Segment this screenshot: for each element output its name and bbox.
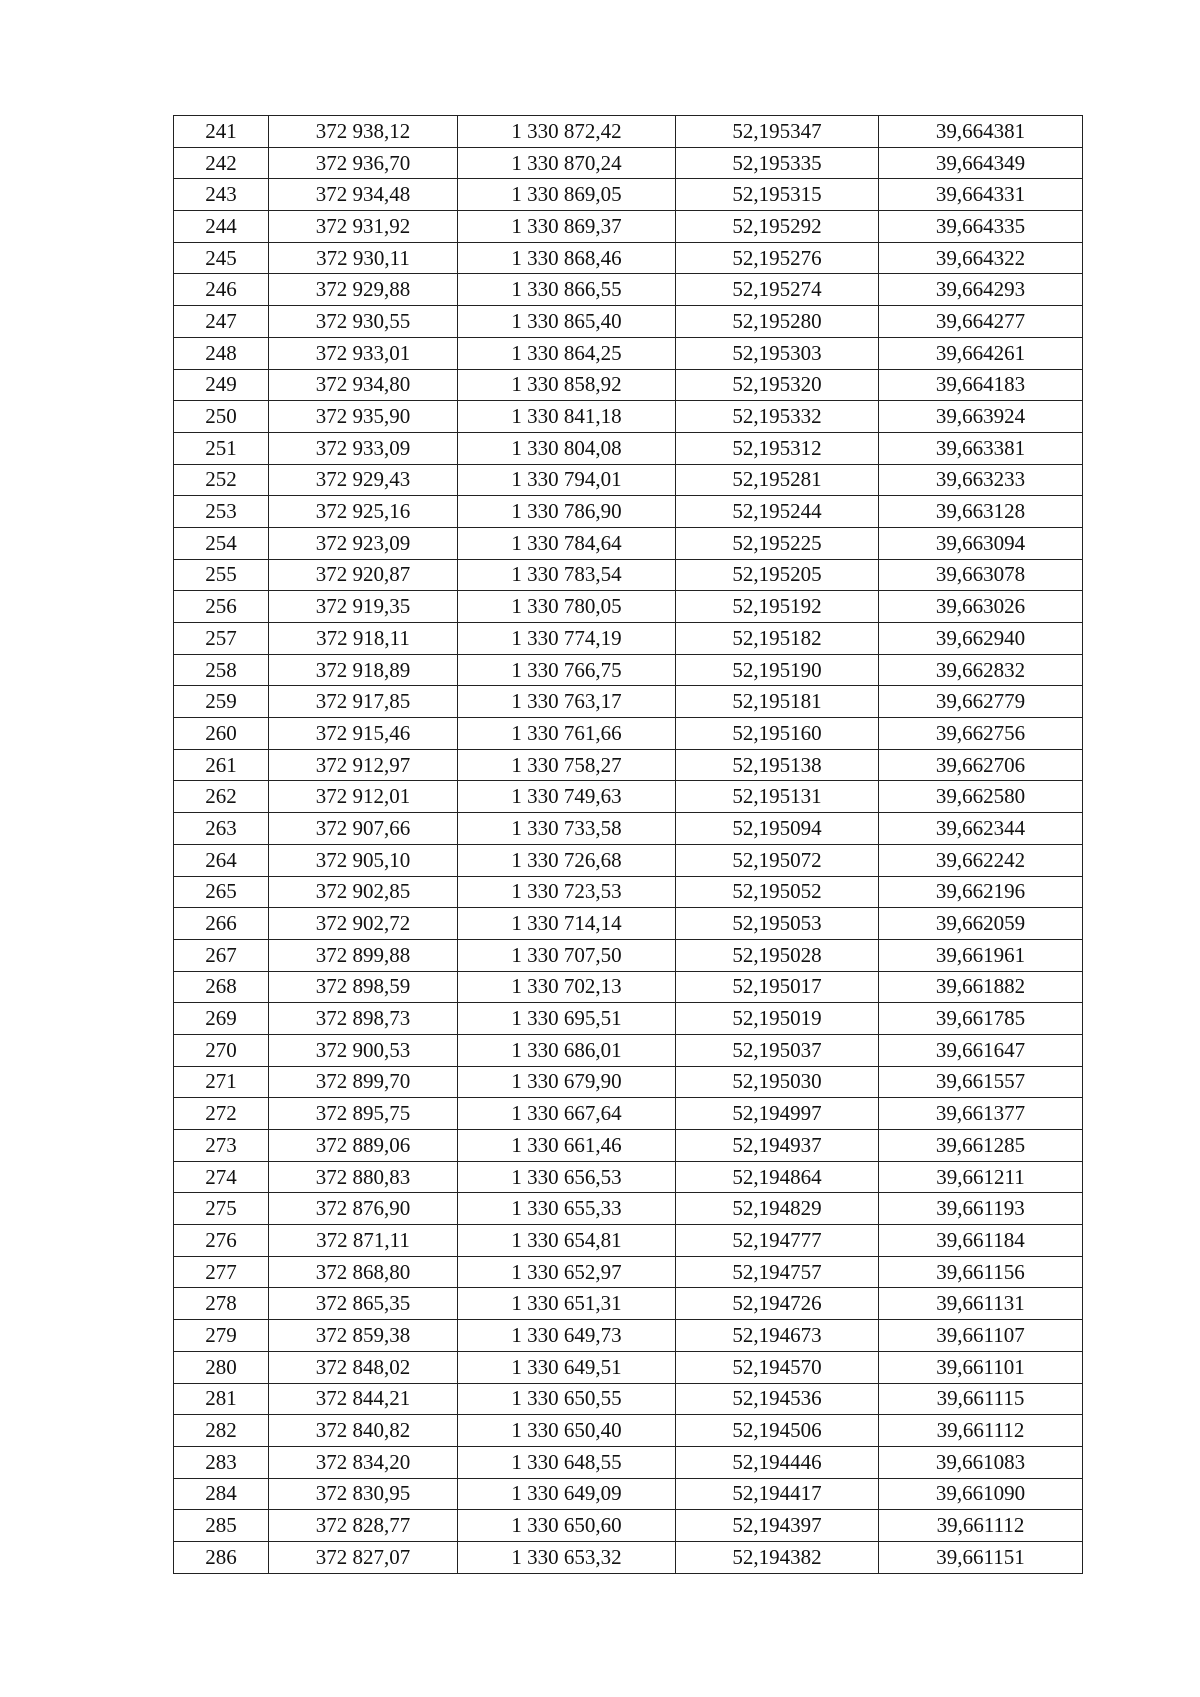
longitude-cell: 39,663078 xyxy=(879,559,1083,591)
latitude-cell: 52,195320 xyxy=(676,369,879,401)
table-row xyxy=(174,1034,1083,1066)
longitude-cell: 39,661193 xyxy=(879,1193,1083,1225)
latitude-cell: 52,195072 xyxy=(676,844,879,876)
y-coordinate-cell: 1 330 686,01 xyxy=(458,1034,676,1066)
y-coordinate-cell: 1 330 794,01 xyxy=(458,464,676,496)
latitude-cell: 52,194673 xyxy=(676,1320,879,1352)
table-row xyxy=(174,1510,1083,1542)
point-number-cell: 274 xyxy=(174,1161,269,1193)
x-coordinate-cell: 372 865,35 xyxy=(269,1288,458,1320)
table-row xyxy=(174,147,1083,179)
x-coordinate-cell: 372 936,70 xyxy=(269,147,458,179)
table-row xyxy=(174,718,1083,750)
y-coordinate-cell: 1 330 870,24 xyxy=(458,147,676,179)
longitude-cell: 39,664277 xyxy=(879,306,1083,338)
longitude-cell: 39,661112 xyxy=(879,1510,1083,1542)
latitude-cell: 52,195160 xyxy=(676,718,879,750)
latitude-cell: 52,195053 xyxy=(676,908,879,940)
y-coordinate-cell: 1 330 679,90 xyxy=(458,1066,676,1098)
x-coordinate-cell: 372 907,66 xyxy=(269,813,458,845)
latitude-cell: 52,195030 xyxy=(676,1066,879,1098)
point-number-cell: 253 xyxy=(174,496,269,528)
x-coordinate-cell: 372 933,01 xyxy=(269,337,458,369)
table-row xyxy=(174,1351,1083,1383)
x-coordinate-cell: 372 905,10 xyxy=(269,844,458,876)
latitude-cell: 52,195280 xyxy=(676,306,879,338)
point-number-cell: 266 xyxy=(174,908,269,940)
table-row xyxy=(174,623,1083,655)
longitude-cell: 39,661083 xyxy=(879,1446,1083,1478)
x-coordinate-cell: 372 931,92 xyxy=(269,211,458,243)
point-number-cell: 269 xyxy=(174,1003,269,1035)
latitude-cell: 52,195274 xyxy=(676,274,879,306)
point-number-cell: 256 xyxy=(174,591,269,623)
table-row xyxy=(174,1066,1083,1098)
x-coordinate-cell: 372 899,88 xyxy=(269,939,458,971)
y-coordinate-cell: 1 330 841,18 xyxy=(458,401,676,433)
longitude-cell: 39,661184 xyxy=(879,1225,1083,1257)
longitude-cell: 39,663094 xyxy=(879,527,1083,559)
latitude-cell: 52,195190 xyxy=(676,654,879,686)
y-coordinate-cell: 1 330 783,54 xyxy=(458,559,676,591)
latitude-cell: 52,195052 xyxy=(676,876,879,908)
y-coordinate-cell: 1 330 774,19 xyxy=(458,623,676,655)
longitude-cell: 39,661101 xyxy=(879,1351,1083,1383)
table-row xyxy=(174,337,1083,369)
table-row xyxy=(174,971,1083,1003)
table-row xyxy=(174,1415,1083,1447)
longitude-cell: 39,664322 xyxy=(879,242,1083,274)
x-coordinate-cell: 372 912,01 xyxy=(269,781,458,813)
x-coordinate-cell: 372 871,11 xyxy=(269,1225,458,1257)
point-number-cell: 284 xyxy=(174,1478,269,1510)
point-number-cell: 248 xyxy=(174,337,269,369)
table-row xyxy=(174,116,1083,148)
point-number-cell: 261 xyxy=(174,749,269,781)
y-coordinate-cell: 1 330 649,73 xyxy=(458,1320,676,1352)
latitude-cell: 52,195347 xyxy=(676,116,879,148)
longitude-cell: 39,661557 xyxy=(879,1066,1083,1098)
x-coordinate-cell: 372 934,80 xyxy=(269,369,458,401)
point-number-cell: 283 xyxy=(174,1446,269,1478)
latitude-cell: 52,195303 xyxy=(676,337,879,369)
longitude-cell: 39,664331 xyxy=(879,179,1083,211)
latitude-cell: 52,194937 xyxy=(676,1130,879,1162)
y-coordinate-cell: 1 330 784,64 xyxy=(458,527,676,559)
x-coordinate-cell: 372 880,83 xyxy=(269,1161,458,1193)
latitude-cell: 52,194446 xyxy=(676,1446,879,1478)
longitude-cell: 39,661285 xyxy=(879,1130,1083,1162)
y-coordinate-cell: 1 330 780,05 xyxy=(458,591,676,623)
x-coordinate-cell: 372 889,06 xyxy=(269,1130,458,1162)
latitude-cell: 52,195094 xyxy=(676,813,879,845)
latitude-cell: 52,194536 xyxy=(676,1383,879,1415)
table-row xyxy=(174,1383,1083,1415)
latitude-cell: 52,194864 xyxy=(676,1161,879,1193)
latitude-cell: 52,195037 xyxy=(676,1034,879,1066)
longitude-cell: 39,662242 xyxy=(879,844,1083,876)
longitude-cell: 39,663924 xyxy=(879,401,1083,433)
point-number-cell: 272 xyxy=(174,1098,269,1130)
latitude-cell: 52,194997 xyxy=(676,1098,879,1130)
x-coordinate-cell: 372 902,72 xyxy=(269,908,458,940)
longitude-cell: 39,662580 xyxy=(879,781,1083,813)
x-coordinate-cell: 372 898,59 xyxy=(269,971,458,1003)
y-coordinate-cell: 1 330 655,33 xyxy=(458,1193,676,1225)
x-coordinate-cell: 372 902,85 xyxy=(269,876,458,908)
y-coordinate-cell: 1 330 869,37 xyxy=(458,211,676,243)
x-coordinate-cell: 372 895,75 xyxy=(269,1098,458,1130)
table-row xyxy=(174,749,1083,781)
x-coordinate-cell: 372 912,97 xyxy=(269,749,458,781)
y-coordinate-cell: 1 330 733,58 xyxy=(458,813,676,845)
longitude-cell: 39,661785 xyxy=(879,1003,1083,1035)
table-row xyxy=(174,559,1083,591)
table-row xyxy=(174,844,1083,876)
longitude-cell: 39,661377 xyxy=(879,1098,1083,1130)
latitude-cell: 52,194417 xyxy=(676,1478,879,1510)
longitude-cell: 39,662059 xyxy=(879,908,1083,940)
x-coordinate-cell: 372 828,77 xyxy=(269,1510,458,1542)
table-row xyxy=(174,1541,1083,1573)
longitude-cell: 39,661115 xyxy=(879,1383,1083,1415)
table-row xyxy=(174,1193,1083,1225)
table-row xyxy=(174,527,1083,559)
y-coordinate-cell: 1 330 653,32 xyxy=(458,1541,676,1573)
table-row xyxy=(174,876,1083,908)
table-row xyxy=(174,464,1083,496)
point-number-cell: 276 xyxy=(174,1225,269,1257)
point-number-cell: 285 xyxy=(174,1510,269,1542)
table-row xyxy=(174,908,1083,940)
point-number-cell: 247 xyxy=(174,306,269,338)
latitude-cell: 52,195182 xyxy=(676,623,879,655)
table-row xyxy=(174,496,1083,528)
longitude-cell: 39,663026 xyxy=(879,591,1083,623)
point-number-cell: 251 xyxy=(174,432,269,464)
y-coordinate-cell: 1 330 702,13 xyxy=(458,971,676,1003)
point-number-cell: 273 xyxy=(174,1130,269,1162)
latitude-cell: 52,195138 xyxy=(676,749,879,781)
point-number-cell: 257 xyxy=(174,623,269,655)
latitude-cell: 52,194726 xyxy=(676,1288,879,1320)
latitude-cell: 52,195292 xyxy=(676,211,879,243)
y-coordinate-cell: 1 330 868,46 xyxy=(458,242,676,274)
x-coordinate-cell: 372 919,35 xyxy=(269,591,458,623)
longitude-cell: 39,661090 xyxy=(879,1478,1083,1510)
table-row xyxy=(174,813,1083,845)
latitude-cell: 52,194570 xyxy=(676,1351,879,1383)
y-coordinate-cell: 1 330 761,66 xyxy=(458,718,676,750)
coordinates-table xyxy=(173,115,1083,1574)
point-number-cell: 250 xyxy=(174,401,269,433)
latitude-cell: 52,195281 xyxy=(676,464,879,496)
x-coordinate-cell: 372 898,73 xyxy=(269,1003,458,1035)
longitude-cell: 39,661882 xyxy=(879,971,1083,1003)
latitude-cell: 52,195019 xyxy=(676,1003,879,1035)
x-coordinate-cell: 372 827,07 xyxy=(269,1541,458,1573)
table-row xyxy=(174,1256,1083,1288)
y-coordinate-cell: 1 330 695,51 xyxy=(458,1003,676,1035)
table-row xyxy=(174,1130,1083,1162)
point-number-cell: 271 xyxy=(174,1066,269,1098)
y-coordinate-cell: 1 330 766,75 xyxy=(458,654,676,686)
point-number-cell: 275 xyxy=(174,1193,269,1225)
x-coordinate-cell: 372 920,87 xyxy=(269,559,458,591)
latitude-cell: 52,195192 xyxy=(676,591,879,623)
latitude-cell: 52,195332 xyxy=(676,401,879,433)
latitude-cell: 52,195028 xyxy=(676,939,879,971)
point-number-cell: 260 xyxy=(174,718,269,750)
table-row xyxy=(174,432,1083,464)
x-coordinate-cell: 372 934,48 xyxy=(269,179,458,211)
y-coordinate-cell: 1 330 654,81 xyxy=(458,1225,676,1257)
point-number-cell: 270 xyxy=(174,1034,269,1066)
latitude-cell: 52,195335 xyxy=(676,147,879,179)
point-number-cell: 262 xyxy=(174,781,269,813)
longitude-cell: 39,664335 xyxy=(879,211,1083,243)
y-coordinate-cell: 1 330 758,27 xyxy=(458,749,676,781)
table-row xyxy=(174,781,1083,813)
y-coordinate-cell: 1 330 804,08 xyxy=(458,432,676,464)
longitude-cell: 39,662344 xyxy=(879,813,1083,845)
table-row xyxy=(174,1288,1083,1320)
y-coordinate-cell: 1 330 649,09 xyxy=(458,1478,676,1510)
longitude-cell: 39,661107 xyxy=(879,1320,1083,1352)
latitude-cell: 52,195244 xyxy=(676,496,879,528)
latitude-cell: 52,195225 xyxy=(676,527,879,559)
y-coordinate-cell: 1 330 667,64 xyxy=(458,1098,676,1130)
y-coordinate-cell: 1 330 652,97 xyxy=(458,1256,676,1288)
longitude-cell: 39,661151 xyxy=(879,1541,1083,1573)
longitude-cell: 39,661131 xyxy=(879,1288,1083,1320)
y-coordinate-cell: 1 330 714,14 xyxy=(458,908,676,940)
point-number-cell: 241 xyxy=(174,116,269,148)
y-coordinate-cell: 1 330 872,42 xyxy=(458,116,676,148)
longitude-cell: 39,661112 xyxy=(879,1415,1083,1447)
y-coordinate-cell: 1 330 649,51 xyxy=(458,1351,676,1383)
x-coordinate-cell: 372 918,89 xyxy=(269,654,458,686)
table-row xyxy=(174,242,1083,274)
latitude-cell: 52,195315 xyxy=(676,179,879,211)
x-coordinate-cell: 372 830,95 xyxy=(269,1478,458,1510)
point-number-cell: 278 xyxy=(174,1288,269,1320)
point-number-cell: 265 xyxy=(174,876,269,908)
point-number-cell: 255 xyxy=(174,559,269,591)
point-number-cell: 282 xyxy=(174,1415,269,1447)
table-row xyxy=(174,1225,1083,1257)
table-row xyxy=(174,654,1083,686)
x-coordinate-cell: 372 844,21 xyxy=(269,1383,458,1415)
x-coordinate-cell: 372 935,90 xyxy=(269,401,458,433)
longitude-cell: 39,663128 xyxy=(879,496,1083,528)
x-coordinate-cell: 372 933,09 xyxy=(269,432,458,464)
y-coordinate-cell: 1 330 650,55 xyxy=(458,1383,676,1415)
y-coordinate-cell: 1 330 749,63 xyxy=(458,781,676,813)
longitude-cell: 39,664349 xyxy=(879,147,1083,179)
longitude-cell: 39,661961 xyxy=(879,939,1083,971)
longitude-cell: 39,662940 xyxy=(879,623,1083,655)
longitude-cell: 39,662832 xyxy=(879,654,1083,686)
point-number-cell: 249 xyxy=(174,369,269,401)
y-coordinate-cell: 1 330 723,53 xyxy=(458,876,676,908)
y-coordinate-cell: 1 330 656,53 xyxy=(458,1161,676,1193)
longitude-cell: 39,664183 xyxy=(879,369,1083,401)
x-coordinate-cell: 372 840,82 xyxy=(269,1415,458,1447)
latitude-cell: 52,195312 xyxy=(676,432,879,464)
point-number-cell: 268 xyxy=(174,971,269,1003)
y-coordinate-cell: 1 330 865,40 xyxy=(458,306,676,338)
y-coordinate-cell: 1 330 650,60 xyxy=(458,1510,676,1542)
y-coordinate-cell: 1 330 786,90 xyxy=(458,496,676,528)
latitude-cell: 52,194382 xyxy=(676,1541,879,1573)
longitude-cell: 39,664381 xyxy=(879,116,1083,148)
table-row xyxy=(174,1003,1083,1035)
table-row xyxy=(174,591,1083,623)
latitude-cell: 52,194757 xyxy=(676,1256,879,1288)
longitude-cell: 39,663233 xyxy=(879,464,1083,496)
table-row xyxy=(174,939,1083,971)
x-coordinate-cell: 372 834,20 xyxy=(269,1446,458,1478)
y-coordinate-cell: 1 330 726,68 xyxy=(458,844,676,876)
table-row xyxy=(174,1320,1083,1352)
point-number-cell: 280 xyxy=(174,1351,269,1383)
longitude-cell: 39,663381 xyxy=(879,432,1083,464)
point-number-cell: 281 xyxy=(174,1383,269,1415)
point-number-cell: 243 xyxy=(174,179,269,211)
latitude-cell: 52,194397 xyxy=(676,1510,879,1542)
x-coordinate-cell: 372 900,53 xyxy=(269,1034,458,1066)
x-coordinate-cell: 372 930,55 xyxy=(269,306,458,338)
longitude-cell: 39,661211 xyxy=(879,1161,1083,1193)
longitude-cell: 39,664261 xyxy=(879,337,1083,369)
x-coordinate-cell: 372 899,70 xyxy=(269,1066,458,1098)
x-coordinate-cell: 372 918,11 xyxy=(269,623,458,655)
table-row xyxy=(174,274,1083,306)
x-coordinate-cell: 372 929,43 xyxy=(269,464,458,496)
x-coordinate-cell: 372 925,16 xyxy=(269,496,458,528)
point-number-cell: 267 xyxy=(174,939,269,971)
longitude-cell: 39,662756 xyxy=(879,718,1083,750)
table-row xyxy=(174,686,1083,718)
longitude-cell: 39,661156 xyxy=(879,1256,1083,1288)
x-coordinate-cell: 372 859,38 xyxy=(269,1320,458,1352)
coordinates-table-body xyxy=(174,116,1083,1574)
latitude-cell: 52,195131 xyxy=(676,781,879,813)
point-number-cell: 254 xyxy=(174,527,269,559)
point-number-cell: 258 xyxy=(174,654,269,686)
y-coordinate-cell: 1 330 650,40 xyxy=(458,1415,676,1447)
point-number-cell: 242 xyxy=(174,147,269,179)
x-coordinate-cell: 372 868,80 xyxy=(269,1256,458,1288)
longitude-cell: 39,662779 xyxy=(879,686,1083,718)
latitude-cell: 52,194777 xyxy=(676,1225,879,1257)
point-number-cell: 259 xyxy=(174,686,269,718)
x-coordinate-cell: 372 915,46 xyxy=(269,718,458,750)
latitude-cell: 52,195017 xyxy=(676,971,879,1003)
y-coordinate-cell: 1 330 864,25 xyxy=(458,337,676,369)
table-row xyxy=(174,1098,1083,1130)
latitude-cell: 52,194506 xyxy=(676,1415,879,1447)
x-coordinate-cell: 372 923,09 xyxy=(269,527,458,559)
y-coordinate-cell: 1 330 763,17 xyxy=(458,686,676,718)
x-coordinate-cell: 372 929,88 xyxy=(269,274,458,306)
longitude-cell: 39,662706 xyxy=(879,749,1083,781)
x-coordinate-cell: 372 848,02 xyxy=(269,1351,458,1383)
table-row xyxy=(174,179,1083,211)
latitude-cell: 52,195181 xyxy=(676,686,879,718)
longitude-cell: 39,661647 xyxy=(879,1034,1083,1066)
latitude-cell: 52,195205 xyxy=(676,559,879,591)
y-coordinate-cell: 1 330 858,92 xyxy=(458,369,676,401)
point-number-cell: 277 xyxy=(174,1256,269,1288)
y-coordinate-cell: 1 330 707,50 xyxy=(458,939,676,971)
x-coordinate-cell: 372 930,11 xyxy=(269,242,458,274)
point-number-cell: 264 xyxy=(174,844,269,876)
latitude-cell: 52,195276 xyxy=(676,242,879,274)
y-coordinate-cell: 1 330 648,55 xyxy=(458,1446,676,1478)
x-coordinate-cell: 372 876,90 xyxy=(269,1193,458,1225)
latitude-cell: 52,194829 xyxy=(676,1193,879,1225)
table-row xyxy=(174,1161,1083,1193)
point-number-cell: 252 xyxy=(174,464,269,496)
point-number-cell: 286 xyxy=(174,1541,269,1573)
longitude-cell: 39,664293 xyxy=(879,274,1083,306)
point-number-cell: 263 xyxy=(174,813,269,845)
table-row xyxy=(174,1446,1083,1478)
point-number-cell: 246 xyxy=(174,274,269,306)
y-coordinate-cell: 1 330 866,55 xyxy=(458,274,676,306)
longitude-cell: 39,662196 xyxy=(879,876,1083,908)
table-row xyxy=(174,211,1083,243)
point-number-cell: 244 xyxy=(174,211,269,243)
table-row xyxy=(174,369,1083,401)
table-row xyxy=(174,306,1083,338)
table-row xyxy=(174,401,1083,433)
x-coordinate-cell: 372 917,85 xyxy=(269,686,458,718)
y-coordinate-cell: 1 330 651,31 xyxy=(458,1288,676,1320)
y-coordinate-cell: 1 330 661,46 xyxy=(458,1130,676,1162)
point-number-cell: 245 xyxy=(174,242,269,274)
y-coordinate-cell: 1 330 869,05 xyxy=(458,179,676,211)
table-row xyxy=(174,1478,1083,1510)
x-coordinate-cell: 372 938,12 xyxy=(269,116,458,148)
point-number-cell: 279 xyxy=(174,1320,269,1352)
